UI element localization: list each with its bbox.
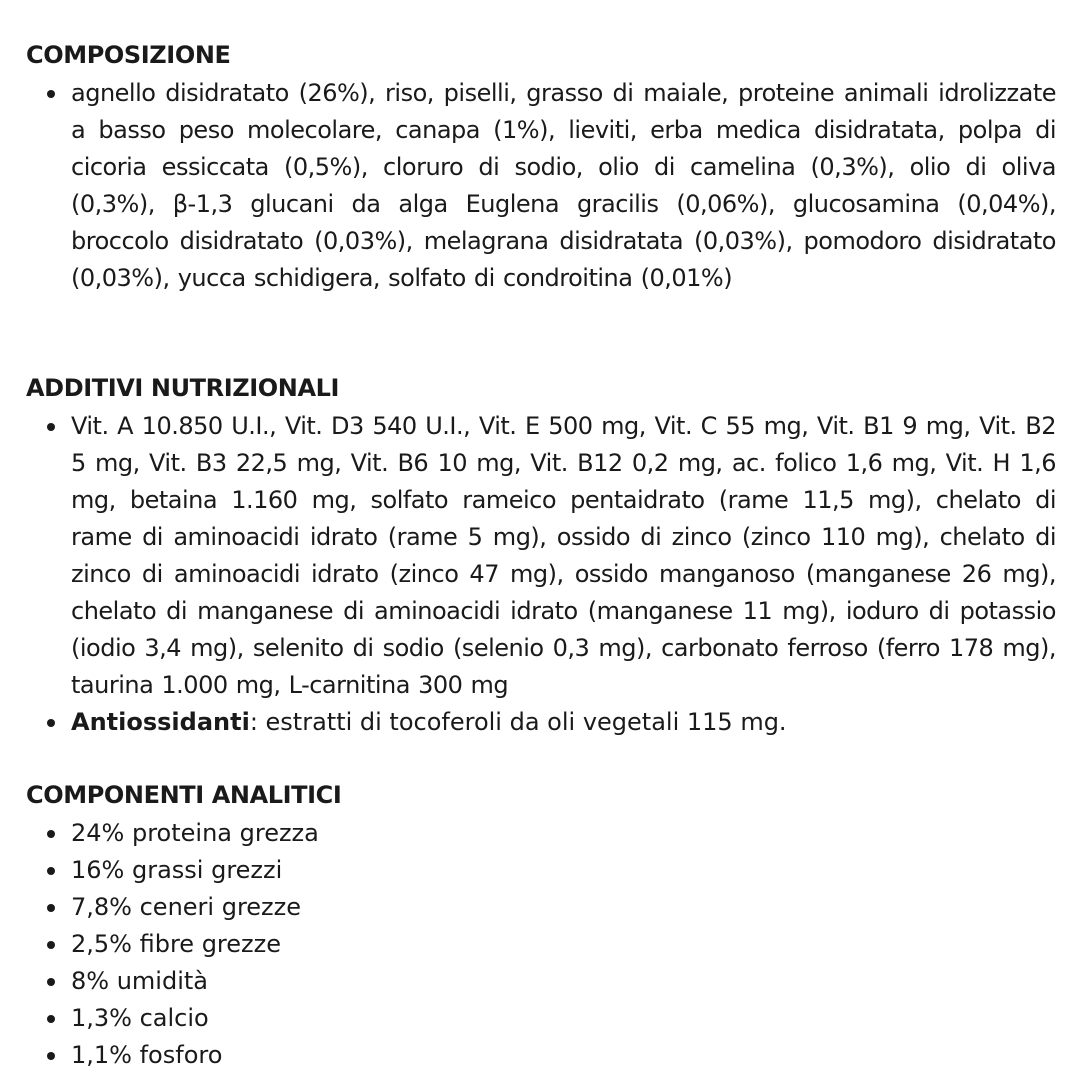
- list-item: [26, 852, 1056, 889]
- composizione-list: [26, 75, 1056, 297]
- bullet-icon: [47, 978, 55, 986]
- list-item: [26, 889, 1056, 926]
- composizione-section: [26, 40, 1056, 297]
- list-item: [26, 926, 1056, 963]
- component-protein: 24% proteina grezza: [71, 819, 319, 847]
- list-item: [26, 75, 1056, 297]
- bullet-icon: [47, 90, 55, 98]
- bullet-icon: [47, 904, 55, 912]
- component-fibre: 2,5% fibre grezze: [71, 930, 281, 958]
- additivi-list: [26, 408, 1056, 741]
- list-item: [26, 1000, 1056, 1037]
- bullet-icon: [47, 1052, 55, 1060]
- component-calcium: 1,3% calcio: [71, 1004, 209, 1032]
- bullet-icon: [47, 719, 55, 727]
- composizione-heading: COMPOSIZIONE: [26, 41, 231, 69]
- bullet-icon: [47, 423, 55, 431]
- bullet-icon: [47, 867, 55, 875]
- component-phosphorus: 1,1% fosforo: [71, 1041, 223, 1069]
- list-item: [26, 408, 1056, 704]
- additivi-section: [26, 373, 1056, 741]
- bullet-icon: [47, 830, 55, 838]
- composizione-ingredients-text: agnello disidratato (26%), riso, piselli, grasso di maiale, proteine animali idrolizzate a basso peso molecolare, canapa (1%), lieviti, erba medica disidratata, polpa di cicoria essiccata (0,5%), cloruro di sodio, olio di camelina (0,3%), olio di oliva (0,3%), β-1,3 glucani da alga Euglena gracilis (0,06%), glucosamina (0,04%), broccolo disidratato (0,03%), melagrana disidratata (0,03%), pomodoro disidratato (0,03%), yucca schidigera, solfato di condroitina (0,01%): [71, 79, 1056, 292]
- bullet-icon: [47, 941, 55, 949]
- component-fat: 16% grassi grezzi: [71, 856, 283, 884]
- list-item: [26, 1037, 1056, 1074]
- componenti-heading: COMPONENTI ANALITICI: [26, 781, 342, 809]
- additivi-vitamins-text: Vit. A 10.850 U.I., Vit. D3 540 U.I., Vit. E 500 mg, Vit. C 55 mg, Vit. B1 9 mg, Vit. B2 5 mg, Vit. B3 22,5 mg, Vit. B6 10 mg, Vit. B12 0,2 mg, ac. folico 1,6 mg, Vit. H 1,6 mg, betaina 1.160 mg, solfato rameico pentaidrato (rame 11,5 mg), chelato di rame di aminoacidi idrato (rame 5 mg), ossido di zinco (zinco 110 mg), chelato di zinco di aminoacidi idrato (zinco 47 mg), ossido manganoso (manganese 26 mg), chelato di manganese di aminoacidi idrato (manganese 11 mg), ioduro di potassio (iodio 3,4 mg), selenito di sodio (selenio 0,3 mg), carbonato ferroso (ferro 178 mg), taurina 1.000 mg, L-carnitina 300 mg: [71, 412, 1056, 699]
- list-item: [26, 704, 1056, 741]
- componenti-list: [26, 815, 1056, 1074]
- component-ash: 7,8% ceneri grezze: [71, 893, 302, 921]
- bullet-icon: [47, 1015, 55, 1023]
- list-item: [26, 815, 1056, 852]
- additivi-heading: ADDITIVI NUTRIZIONALI: [26, 374, 340, 402]
- antioxidants-label: Antiossidanti: [71, 708, 250, 736]
- antioxidants-text: : estratti di tocoferoli da oli vegetali 115 mg.: [249, 708, 787, 736]
- component-moisture: 8% umidità: [71, 967, 208, 995]
- list-item: [26, 963, 1056, 1000]
- componenti-section: [26, 780, 1056, 1074]
